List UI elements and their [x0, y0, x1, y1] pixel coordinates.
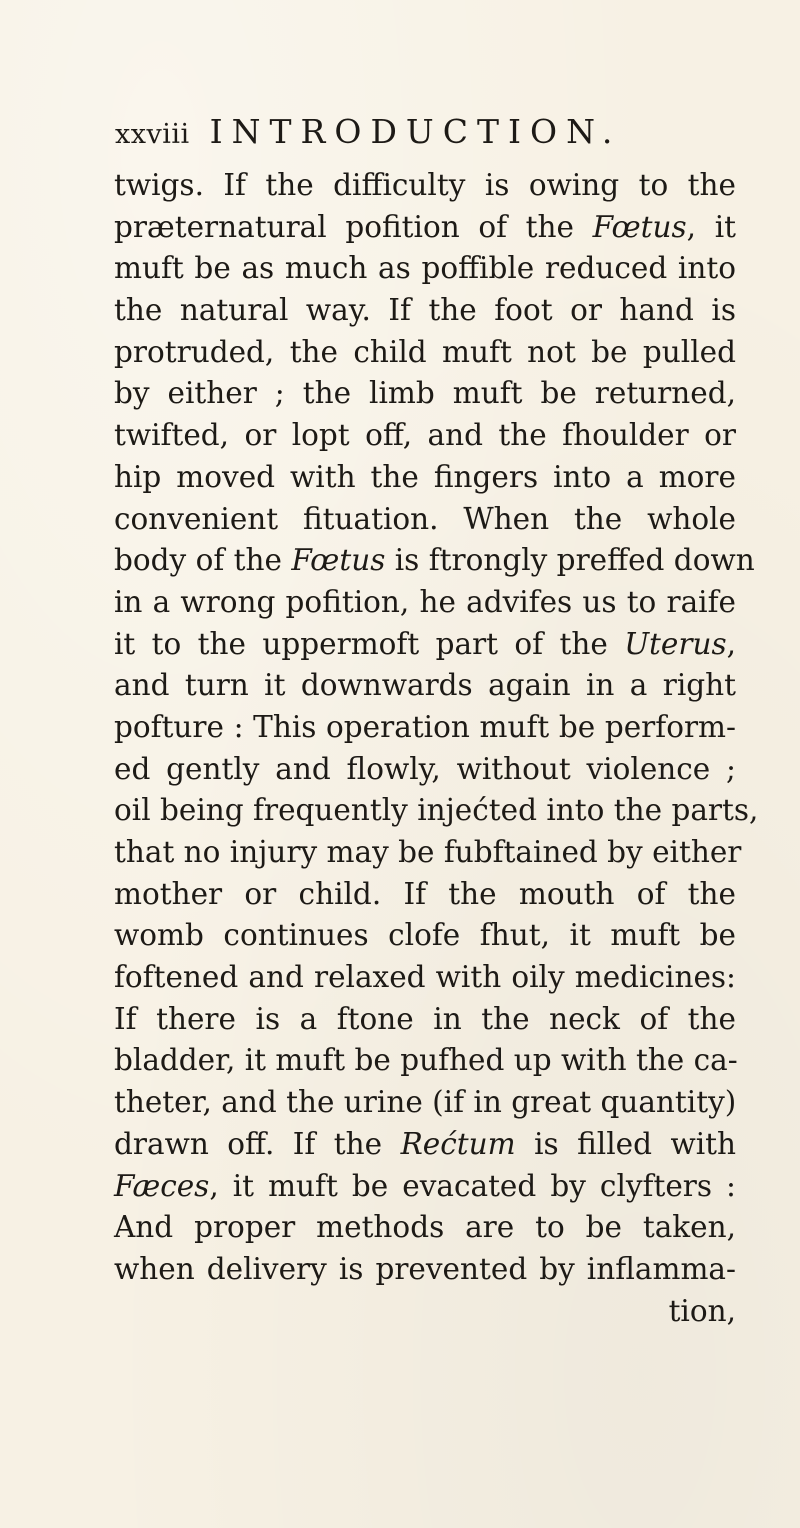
text-segment: drawn off. If the	[114, 1126, 401, 1161]
text-segment: pofture : This operation muft be perform-	[114, 709, 736, 744]
text-segment: oil being frequently injećted into the parts,	[114, 793, 759, 828]
italic-term: Fœtus	[592, 209, 687, 244]
text-segment: And proper methods are to be taken,	[114, 1210, 736, 1245]
text-line	[114, 749, 736, 791]
text-line	[114, 1291, 736, 1333]
text-segment: foftened and relaxed with oily medicines:	[114, 960, 736, 995]
text-line	[114, 832, 742, 874]
text-line	[114, 165, 736, 207]
text-segment: tion,	[668, 1293, 736, 1328]
text-segment: is filled with	[515, 1126, 736, 1161]
text-line	[114, 415, 736, 457]
text-line	[114, 499, 736, 541]
text-line	[114, 999, 736, 1041]
text-line	[114, 207, 736, 249]
text-line	[114, 1249, 736, 1291]
text-segment: the natural way. If the foot or hand is	[114, 293, 736, 328]
running-head	[115, 112, 735, 156]
italic-term: Fæces	[114, 1168, 210, 1203]
text-line	[114, 1207, 736, 1249]
text-line	[114, 624, 736, 666]
text-line	[114, 1082, 736, 1124]
text-segment: and turn it downwards again in a right	[114, 668, 736, 703]
text-segment: mother or child. If the mouth of the	[114, 876, 736, 911]
text-segment: twigs. If the difficulty is owing to the	[114, 168, 736, 202]
text-line	[114, 332, 736, 374]
text-segment: theter, and the urine (if in great quantity)	[114, 1085, 737, 1120]
text-line	[114, 290, 736, 332]
text-line	[114, 457, 736, 499]
text-line	[114, 707, 736, 749]
text-line	[114, 540, 755, 582]
text-segment: body of the	[114, 543, 292, 578]
text-segment: by either ; the limb muft be returned,	[114, 376, 736, 411]
text-segment: convenient fituation. When the whole	[114, 501, 736, 536]
page-number: xxviii	[115, 119, 190, 150]
text-segment: womb continues clofe fhut, it muft be	[114, 918, 736, 953]
text-line	[114, 665, 736, 707]
text-line	[114, 874, 736, 916]
text-segment: when delivery is prevented by inflamma-	[114, 1251, 736, 1286]
text-segment: If there is a ftone in the neck of the	[114, 1001, 736, 1036]
text-segment: is ftrongly preffed down	[385, 543, 755, 578]
text-line	[114, 248, 736, 290]
text-segment: hip moved with the fingers into a more	[114, 459, 736, 494]
text-segment: twifted, or lopt off, and the fhoulder or	[114, 418, 736, 453]
text-line	[114, 915, 736, 957]
italic-term: Uterus	[624, 626, 727, 661]
text-line	[114, 373, 736, 415]
body-text	[114, 165, 759, 1332]
text-line	[114, 582, 736, 624]
text-segment: that no injury may be fubftained by either	[114, 835, 742, 869]
text-segment: it to the uppermoft part of the	[114, 626, 625, 661]
text-line	[114, 957, 736, 999]
text-segment: bladder, it muft be pufhed up with the ca-	[114, 1043, 738, 1078]
text-line	[114, 790, 759, 832]
text-segment: ed gently and flowly, without violence ;	[114, 751, 736, 786]
text-segment: in a wrong pofition, he advifes us to raife	[114, 584, 736, 619]
running-title: INTRODUCTION.	[209, 112, 622, 151]
text-line	[114, 1166, 736, 1208]
text-segment: , it muft be evacated by clyfters :	[209, 1168, 736, 1203]
text-line	[114, 1040, 736, 1082]
text-segment: ,	[726, 626, 736, 661]
italic-term: Rećtum	[400, 1126, 516, 1161]
text-segment: , it	[686, 209, 736, 244]
text-segment: protruded, the child muft not be pulled	[114, 334, 736, 369]
text-segment: muft be as much as poffible reduced into	[114, 251, 736, 286]
text-line	[114, 1124, 736, 1166]
italic-term: Fœtus	[291, 543, 386, 578]
text-segment: præternatural pofition of the	[114, 209, 593, 244]
